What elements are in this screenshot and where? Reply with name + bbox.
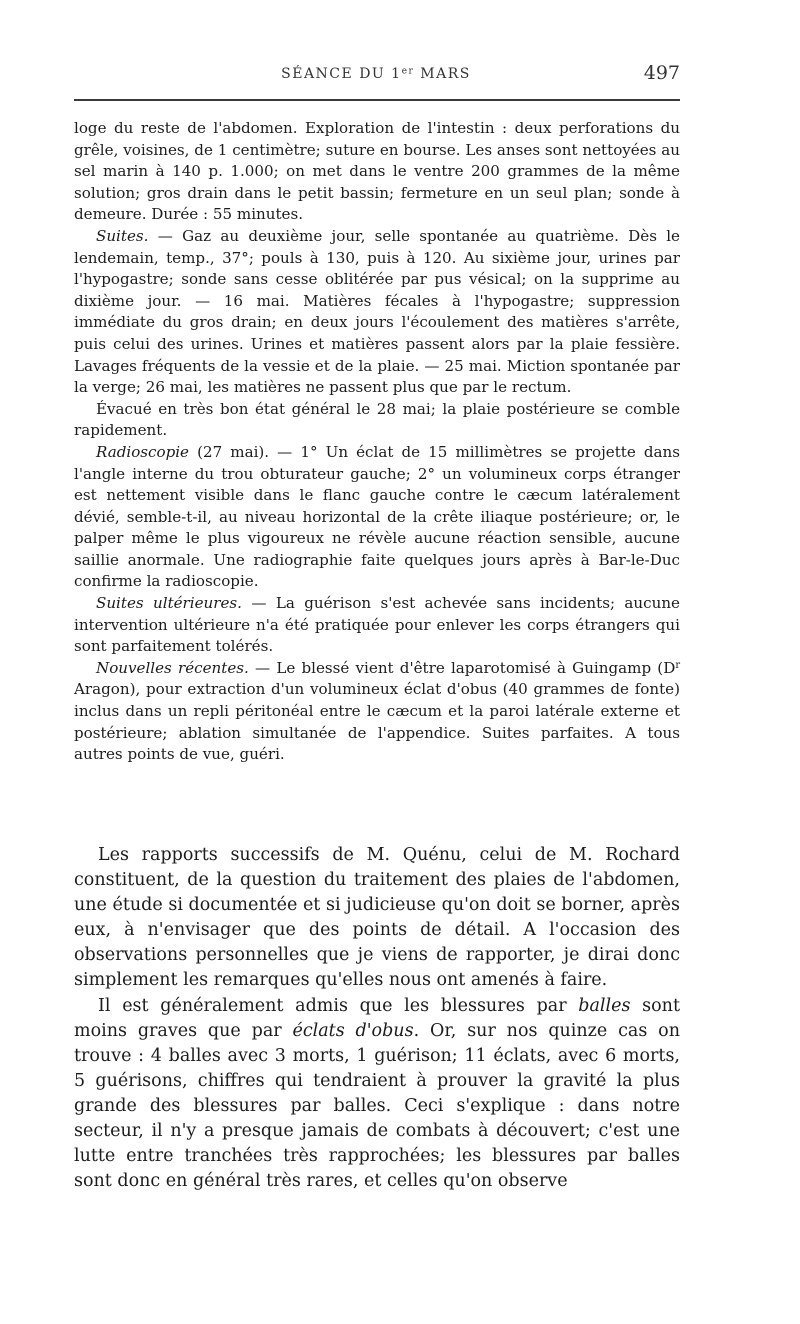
paragraph-text: — Gaz au deuxième jour, selle spontanée au quatrième. Dès le lendemain, temp., 37°; pouls à 130, puis à 120. Au sixième jour, urines par l'hypogastre; sonde sans cesse oblitérée par pus vésical; on la supprime au dixième jour. — 16 mai. Matières fécales à l'hypogastre; suppression immédiate du gros drain; en deux jours l'écoulement des matières s'arrête, puis celui des urines. Urines et matières passent alors par la plaie fessière. Lavages fréquents de la vessie et de la plaie. — 25 mai. Miction spontanée par la verge; 26 mai, les matières ne passent plus que par le rectum.	[74, 226, 680, 397]
case-paragraph	[74, 226, 680, 399]
paragraph-lead: Radioscopie	[96, 442, 189, 461]
case-paragraph: Évacué en très bon état général le 28 mai; la plaie postérieure se comble rapidement.	[74, 399, 680, 440]
discussion-paragraph	[74, 994, 680, 1195]
emphasis: balles	[578, 995, 631, 1016]
case-paragraph: loge du reste de l'abdomen. Exploration de l'intestin : deux perforations du grêle, voisines, de 1 centimètre; suture en bourse. Les anses sont nettoyées au sel marin à 140 p. 1.000; on met dans le ventre 200 grammes de la même solution; gros drain dans le petit bassin; fermeture en un seul plan; sonde à demeure. Durée : 55 minutes.	[74, 119, 680, 224]
discussion	[74, 843, 680, 1194]
case-paragraph	[74, 442, 680, 593]
page-number: 497	[643, 62, 680, 84]
emphasis: éclats d'obus	[292, 1020, 414, 1041]
case-paragraph	[74, 593, 680, 658]
header-rule	[74, 99, 680, 101]
paragraph-text: — La guérison s'est achevée sans incidents; aucune intervention ultérieure n'a été pratiquée pour enlever les corps étrangers qui sont parfaitement tolérés.	[74, 594, 680, 656]
superscript: r	[675, 659, 680, 671]
running-title-superscript: er	[401, 66, 415, 77]
paragraph-lead: Suites ultérieures.	[96, 594, 242, 613]
running-title-prefix: SÉANCE DU 1	[281, 66, 402, 82]
case-report	[74, 118, 680, 766]
case-paragraph	[74, 658, 680, 766]
paragraph-lead: Suites.	[96, 226, 149, 245]
discussion-paragraph: Les rapports successifs de M. Quénu, celui de M. Rochard constituent, de la question du traitement des plaies de l'abdomen, une étude si documentée et si judicieuse qu'on doit se borner, après eux, à n'envisager que des points de détail. A l'occasion des observations personnelles que je viens de rapporter, je dirai donc simplement les remarques qu'elles nous ont amenés à faire.	[74, 845, 680, 991]
running-title-suffix: MARS	[414, 66, 471, 82]
paragraph-text: — Le blessé vient d'être laparotomisé à Guingamp (D	[248, 658, 676, 677]
paragraph-lead: Nouvelles récentes.	[96, 658, 249, 677]
paragraph-text: sont moins graves que par	[74, 995, 680, 1041]
running-title	[72, 66, 680, 82]
paragraph-text: Il est généralement admis que les blessures par	[98, 995, 579, 1016]
paragraph-text: Aragon), pour extraction d'un volumineux éclat d'obus (40 grammes de fonte) inclus dans un repli péritonéal entre le cæcum et la paroi latérale externe et postérieure; ablation simultanée de l'appendice. Suites parfaites. A tous autres points de vue, guéri.	[74, 680, 680, 764]
page-header	[72, 62, 680, 90]
paragraph-text: . Or, sur nos quinze cas on trouve : 4 balles avec 3 morts, 1 guérison; 11 éclats, avec 6 morts, 5 guérisons, chiffres qui tendraient à prouver la gravité la plus grande des blessures par balles. Ceci s'explique : dans notre secteur, il n'y a presque jamais de combats à découvert; c'est une lutte entre tranchées très rapprochées; les blessures par balles sont donc en général très rares, et celles qu'on observe	[74, 1020, 680, 1192]
paragraph-text: (27 mai). — 1° Un éclat de 15 millimètres se projette dans l'angle interne du trou obturateur gauche; 2° un volumineux corps étranger est nettement visible dans le flanc gauche contre le cæcum latéralement dévié, semble-t-il, au niveau horizontal de la crête iliaque postérieure; or, le palper même le plus vigoureux ne révèle aucune réaction sensible, aucune saillie anormale. Une radiographie faite quelques jours après à Bar-le-Duc confirme la radioscopie.	[74, 442, 680, 591]
